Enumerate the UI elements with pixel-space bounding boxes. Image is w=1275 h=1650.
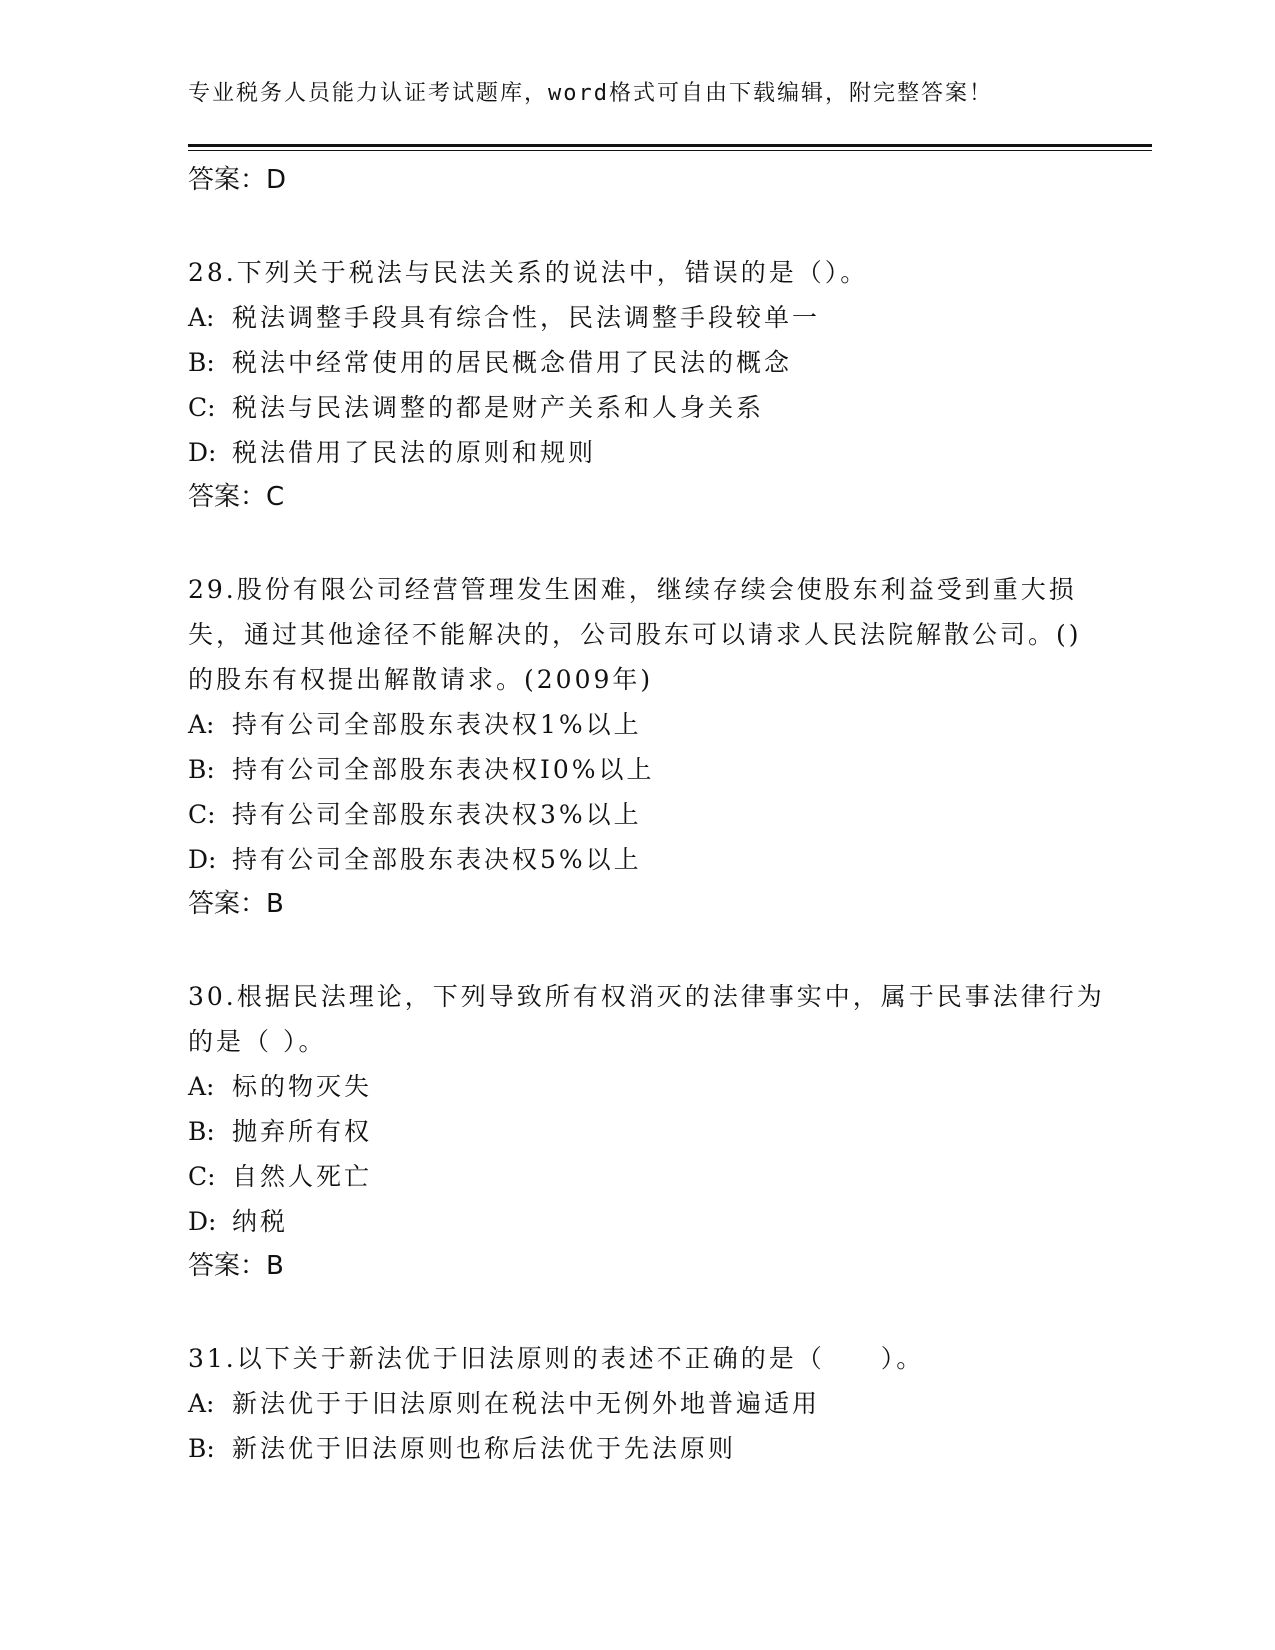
answer-line xyxy=(188,475,1108,519)
option-text: 持有公司全部股东表决权3%以上 xyxy=(232,800,642,829)
option-c xyxy=(188,385,1108,430)
option-b xyxy=(188,340,1108,385)
option-d xyxy=(188,430,1108,475)
option-d xyxy=(188,1199,1108,1244)
option-letter: D: xyxy=(188,1207,217,1236)
option-text: 持有公司全部股东表决权1%以上 xyxy=(232,710,642,739)
option-text: 抛弃所有权 xyxy=(232,1117,373,1146)
header-rule-thick xyxy=(188,144,1152,147)
answer-value: B xyxy=(266,889,284,919)
option-text: 自然人死亡 xyxy=(232,1162,373,1191)
option-text: 标的物灭失 xyxy=(232,1072,373,1101)
option-a xyxy=(188,702,1108,747)
answer-line xyxy=(188,1244,1108,1288)
answer-line xyxy=(188,158,1108,202)
option-letter: C: xyxy=(188,1162,216,1191)
answer-label: 答案： xyxy=(188,889,267,919)
option-letter: A: xyxy=(188,1389,215,1418)
option-letter: C: xyxy=(188,393,216,422)
answer-value: D xyxy=(266,165,287,195)
option-a xyxy=(188,1064,1108,1109)
question-stem: 31.以下关于新法优于旧法原则的表述不正确的是（ ）。 xyxy=(188,1344,925,1373)
page-header-text: 专业税务人员能力认证考试题库，word格式可自由下载编辑，附完整答案！ xyxy=(188,81,993,106)
answer-label: 答案： xyxy=(188,1251,267,1281)
option-letter: D: xyxy=(188,845,217,874)
option-letter: A: xyxy=(188,1072,215,1101)
option-text: 税法调整手段具有综合性，民法调整手段较单一 xyxy=(232,303,821,332)
option-letter: A: xyxy=(188,303,215,332)
option-a xyxy=(188,1381,1108,1426)
header-rule-thin xyxy=(188,150,1152,151)
option-letter: B: xyxy=(188,348,215,377)
option-d xyxy=(188,837,1108,882)
option-text: 税法中经常使用的居民概念借用了民法的概念 xyxy=(232,348,793,377)
option-c xyxy=(188,1154,1108,1199)
answer-line xyxy=(188,882,1108,926)
option-text: 持有公司全部股东表决权I0%以上 xyxy=(232,755,655,784)
option-b xyxy=(188,1109,1108,1154)
option-text: 持有公司全部股东表决权5%以上 xyxy=(232,845,642,874)
option-letter: B: xyxy=(188,1117,215,1146)
option-c xyxy=(188,792,1108,837)
question-block-31 xyxy=(188,1336,1108,1471)
option-letter: C: xyxy=(188,800,216,829)
answer-value: B xyxy=(266,1251,284,1281)
question-stem: 29.股份有限公司经营管理发生困难，继续存续会使股东利益受到重大损失，通过其他途径不能解决的，公司股东可以请求人民法院解散公司。()的股东有权提出解散请求。(2009年) xyxy=(188,575,1082,694)
question-block-29 xyxy=(188,567,1108,926)
option-letter: B: xyxy=(188,755,215,784)
option-text: 税法借用了民法的原则和规则 xyxy=(232,438,597,467)
question-stem: 30.根据民法理论，下列导致所有权消灭的法律事实中，属于民事法律行为的是（ ）。 xyxy=(188,982,1105,1056)
option-letter: D: xyxy=(188,438,217,467)
answer-label: 答案： xyxy=(188,165,267,195)
option-b xyxy=(188,1426,1108,1471)
option-text: 新法优于旧法原则也称后法优于先法原则 xyxy=(232,1434,737,1463)
answer-label: 答案： xyxy=(188,482,267,512)
question-stem: 28.下列关于税法与民法关系的说法中，错误的是（）。 xyxy=(188,258,869,287)
question-block-30 xyxy=(188,974,1108,1288)
option-letter: B: xyxy=(188,1434,215,1463)
option-a xyxy=(188,295,1108,340)
document-body xyxy=(188,158,1108,1471)
option-text: 新法优于于旧法原则在税法中无例外地普遍适用 xyxy=(232,1389,821,1418)
option-text: 税法与民法调整的都是财产关系和人身关系 xyxy=(232,393,765,422)
question-block-28 xyxy=(188,250,1108,519)
option-text: 纳税 xyxy=(232,1207,289,1236)
option-letter: A: xyxy=(188,710,215,739)
answer-value: C xyxy=(266,482,285,512)
option-b xyxy=(188,747,1108,792)
